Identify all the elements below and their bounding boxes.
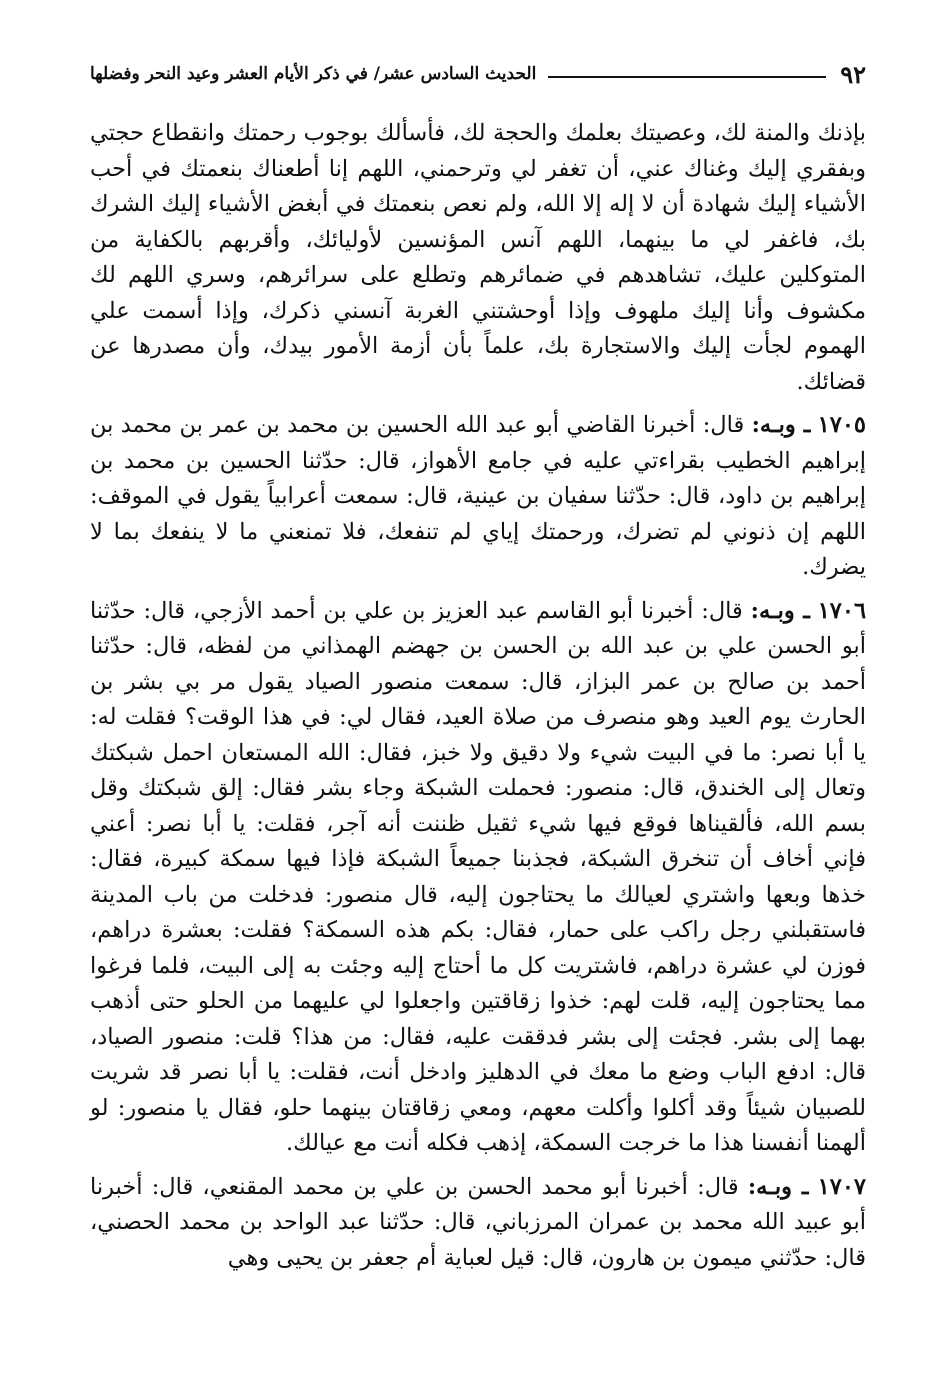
book-page [90,54,866,1276]
paragraph-text: قال: أخبرنا أبو القاسم عبد العزيز بن علي بن أحمد الأزجي، قال: حدّثنا أبو الحسن علي بن عبد الله بن الحسن بن جهضم الهمذاني من لفظه، قال: حدّثنا أحمد بن صالح بن عمر البزاز، قال: سمعت منصور الصياد يقول مر بي بشر بن الحارث يوم العيد وهو منصرف من صلاة العيد، فقال لي: في هذا الوقت؟ فقلت له: يا أبا نصر: ما في البيت شيء ولا دقيق ولا خبز، فقال: الله المستعان احمل شبكتك وتعال إلى الخندق، قال: منصور: فحملت الشبكة وجاء بشر فقال: إلق شبكتك وقل بسم الله، فألقيناها فوقع فيها شيء ثقيل ظننت أنه آجر، فقلت: يا أبا نصر: أعني فإني أخاف أن تنخرق الشبكة، فجذبنا جميعاً الشبكة فإذا فيها سمكة كبيرة، فقال: خذها وبعها واشتري لعيالك ما يحتاجون إليه، قال منصور: فدخلت من باب المدينة فاستقبلني رجل راكب على حمار، فقال: بكم هذه السمكة؟ فقلت: بعشرة دراهم، فوزن لي عشرة دراهم، فاشتريت كل ما أحتاج إليه وجئت به إلى البيت، فلما فرغوا مما يحتاجون إليه، قلت لهم: خذوا زقاقتين واجعلوا لي عليهما من الحلو حتى أذهب بهما إلى بشر. فجئت إلى بشر فدققت عليه، فقال: من هذا؟ قلت: منصور الصياد، قال: ادفع الباب وضع ما معك في الدهليز وادخل أنت، فقلت: يا أبا نصر قد شريت للصبيان شيئاً وقد أكلوا وأكلت معهم، ومعي زقاقتان بينهما حلو، فقال يا منصور: لو ألهمنا أنفسنا هذا ما خرجت السمكة، إذهب فكله أنت مع عيالك. [90,597,866,1156]
chapter-title: الحديث السادس عشر/ في ذكر الأيام العشر وعيد النحر وفضلها [90,64,537,84]
body-text [90,116,866,1276]
hadith-paragraph [90,1170,866,1277]
header-rule [548,76,826,78]
running-header [90,54,866,94]
hadith-number: ١٧٠٥ [817,412,866,438]
hadith-separator: ـ وبـه: [750,597,810,624]
hadith-separator: ـ وبـه: [747,1173,809,1200]
paragraph-text: بإذنك والمنة لك، وعصيتك بعلمك والحجة لك، فأسألك بوجوب رحمتك وانقطاع حجتي وبفقري إليك وغناك عني، أن تغفر لي وترحمني، اللهم إنا أطعناك بنعمتك في أحب الأشياء إليك شهادة أن لا إله إلا الله، ولم نعص بنعمتك في أبغض الأشياء إليك الشرك بك، فاغفر لي ما بينهما، اللهم آنس المؤنسين لأوليائك، وأقربهم بالكفاية من المتوكلين عليك، تشاهدهم في ضمائرهم وتطلع على سرائرهم، وسري اللهم لك مكشوف وأنا إليك ملهوف وإذا أوحشتني الغربة آنسني ذكرك، وإذا أسمت علي الهموم لجأت إليك والاستجارة بك، علماً بأن أزمة الأمور بيدك، وأن مصدرها عن قضائك. [90,120,866,395]
hadith-number: ١٧٠٦ [817,597,867,624]
hadith-paragraph [90,594,866,1162]
paragraph-text: قال: أخبرنا أبو محمد الحسن بن علي بن محمد المقنعي، قال: أخبرنا أبو عبيد الله محمد بن عمران المرزباني، قال: حدّثنا عبد الواحد بن محمد الحصني، قال: حدّثني ميمون بن هارون، قال: قيل لعباية أم جعفر بن يحيى وهي [90,1173,866,1271]
hadith-number: ١٧٠٧ [817,1173,867,1200]
page-number: ٩٢ [840,59,866,89]
hadith-paragraph [90,408,866,586]
paragraph-prayer [90,116,866,400]
paragraph-text: قال: أخبرنا القاضي أبو عبد الله الحسين بن محمد بن عمر بن محمد بن إبراهيم الخطيب بقراءتي عليه في جامع الأهواز، قال: حدّثنا الحسين بن محمد بن إبراهيم بن داود، قال: حدّثنا سفيان بن عينية، قال: سمعت أعرابياً يقول في الموقف: اللهم إن ذنوني لم تضرك، ورحمتك إياي لم تنفعك، فلا تمنعني ما لا ينفعك بما لا يضرك. [90,412,866,580]
hadith-separator: ـ وبـه: [751,412,811,438]
